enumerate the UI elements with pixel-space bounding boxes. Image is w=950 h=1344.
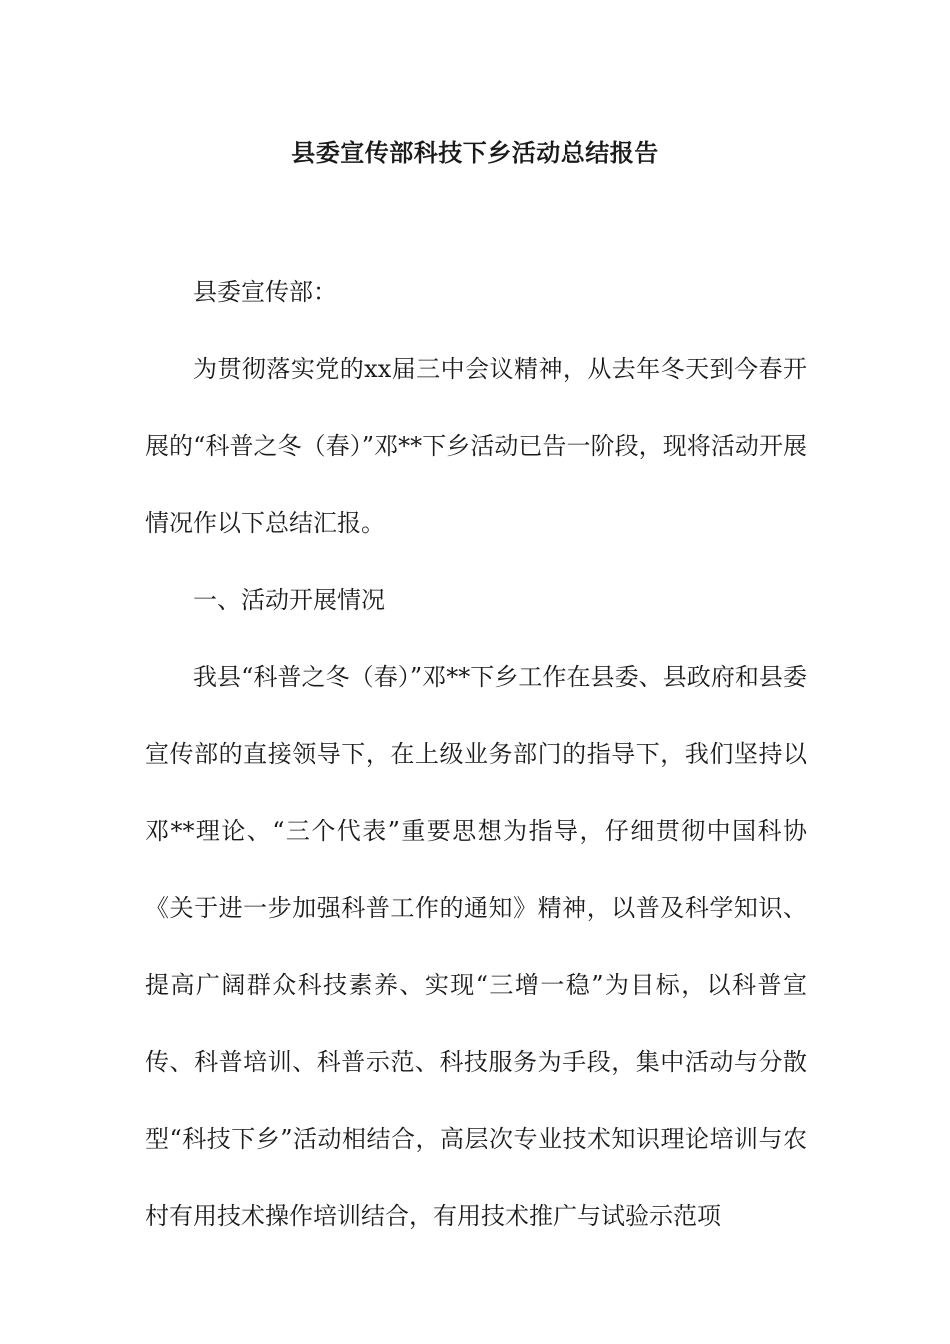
document-body: [145, 254, 807, 1255]
body-paragraph: 我县“科普之冬（春）”邓**下乡工作在县委、县政府和县委宣传部的直接领导下，在上级业务部门的指导下，我们坚持以邓**理论、“三个代表”重要思想为指导，仔细贯彻中国科协《关于进一步加强科普工作的通知》精神，以普及科学知识、提高广阔群众科技素养、实现“三增一稳”为目标，以科普宣传、科普培训、科普示范、科技服务为手段，集中活动与分散型“科技下乡”活动相结合，高层次专业技术知识理论培训与农村有用技术操作培训结合，有用技术推广与试验示范项: [145, 663, 807, 1230]
section-heading: 一、活动开展情况: [193, 586, 385, 614]
document-title: 县委宣传部科技下乡活动总结报告: [291, 139, 659, 167]
salutation: 县委宣传部：: [193, 278, 337, 306]
intro-paragraph: 为贯彻落实党的xx届三中会议精神，从去年冬天到今春开展的“科普之冬（春）”邓**下乡活动已告一阶段，现将活动开展情况作以下总结汇报。: [145, 355, 807, 537]
